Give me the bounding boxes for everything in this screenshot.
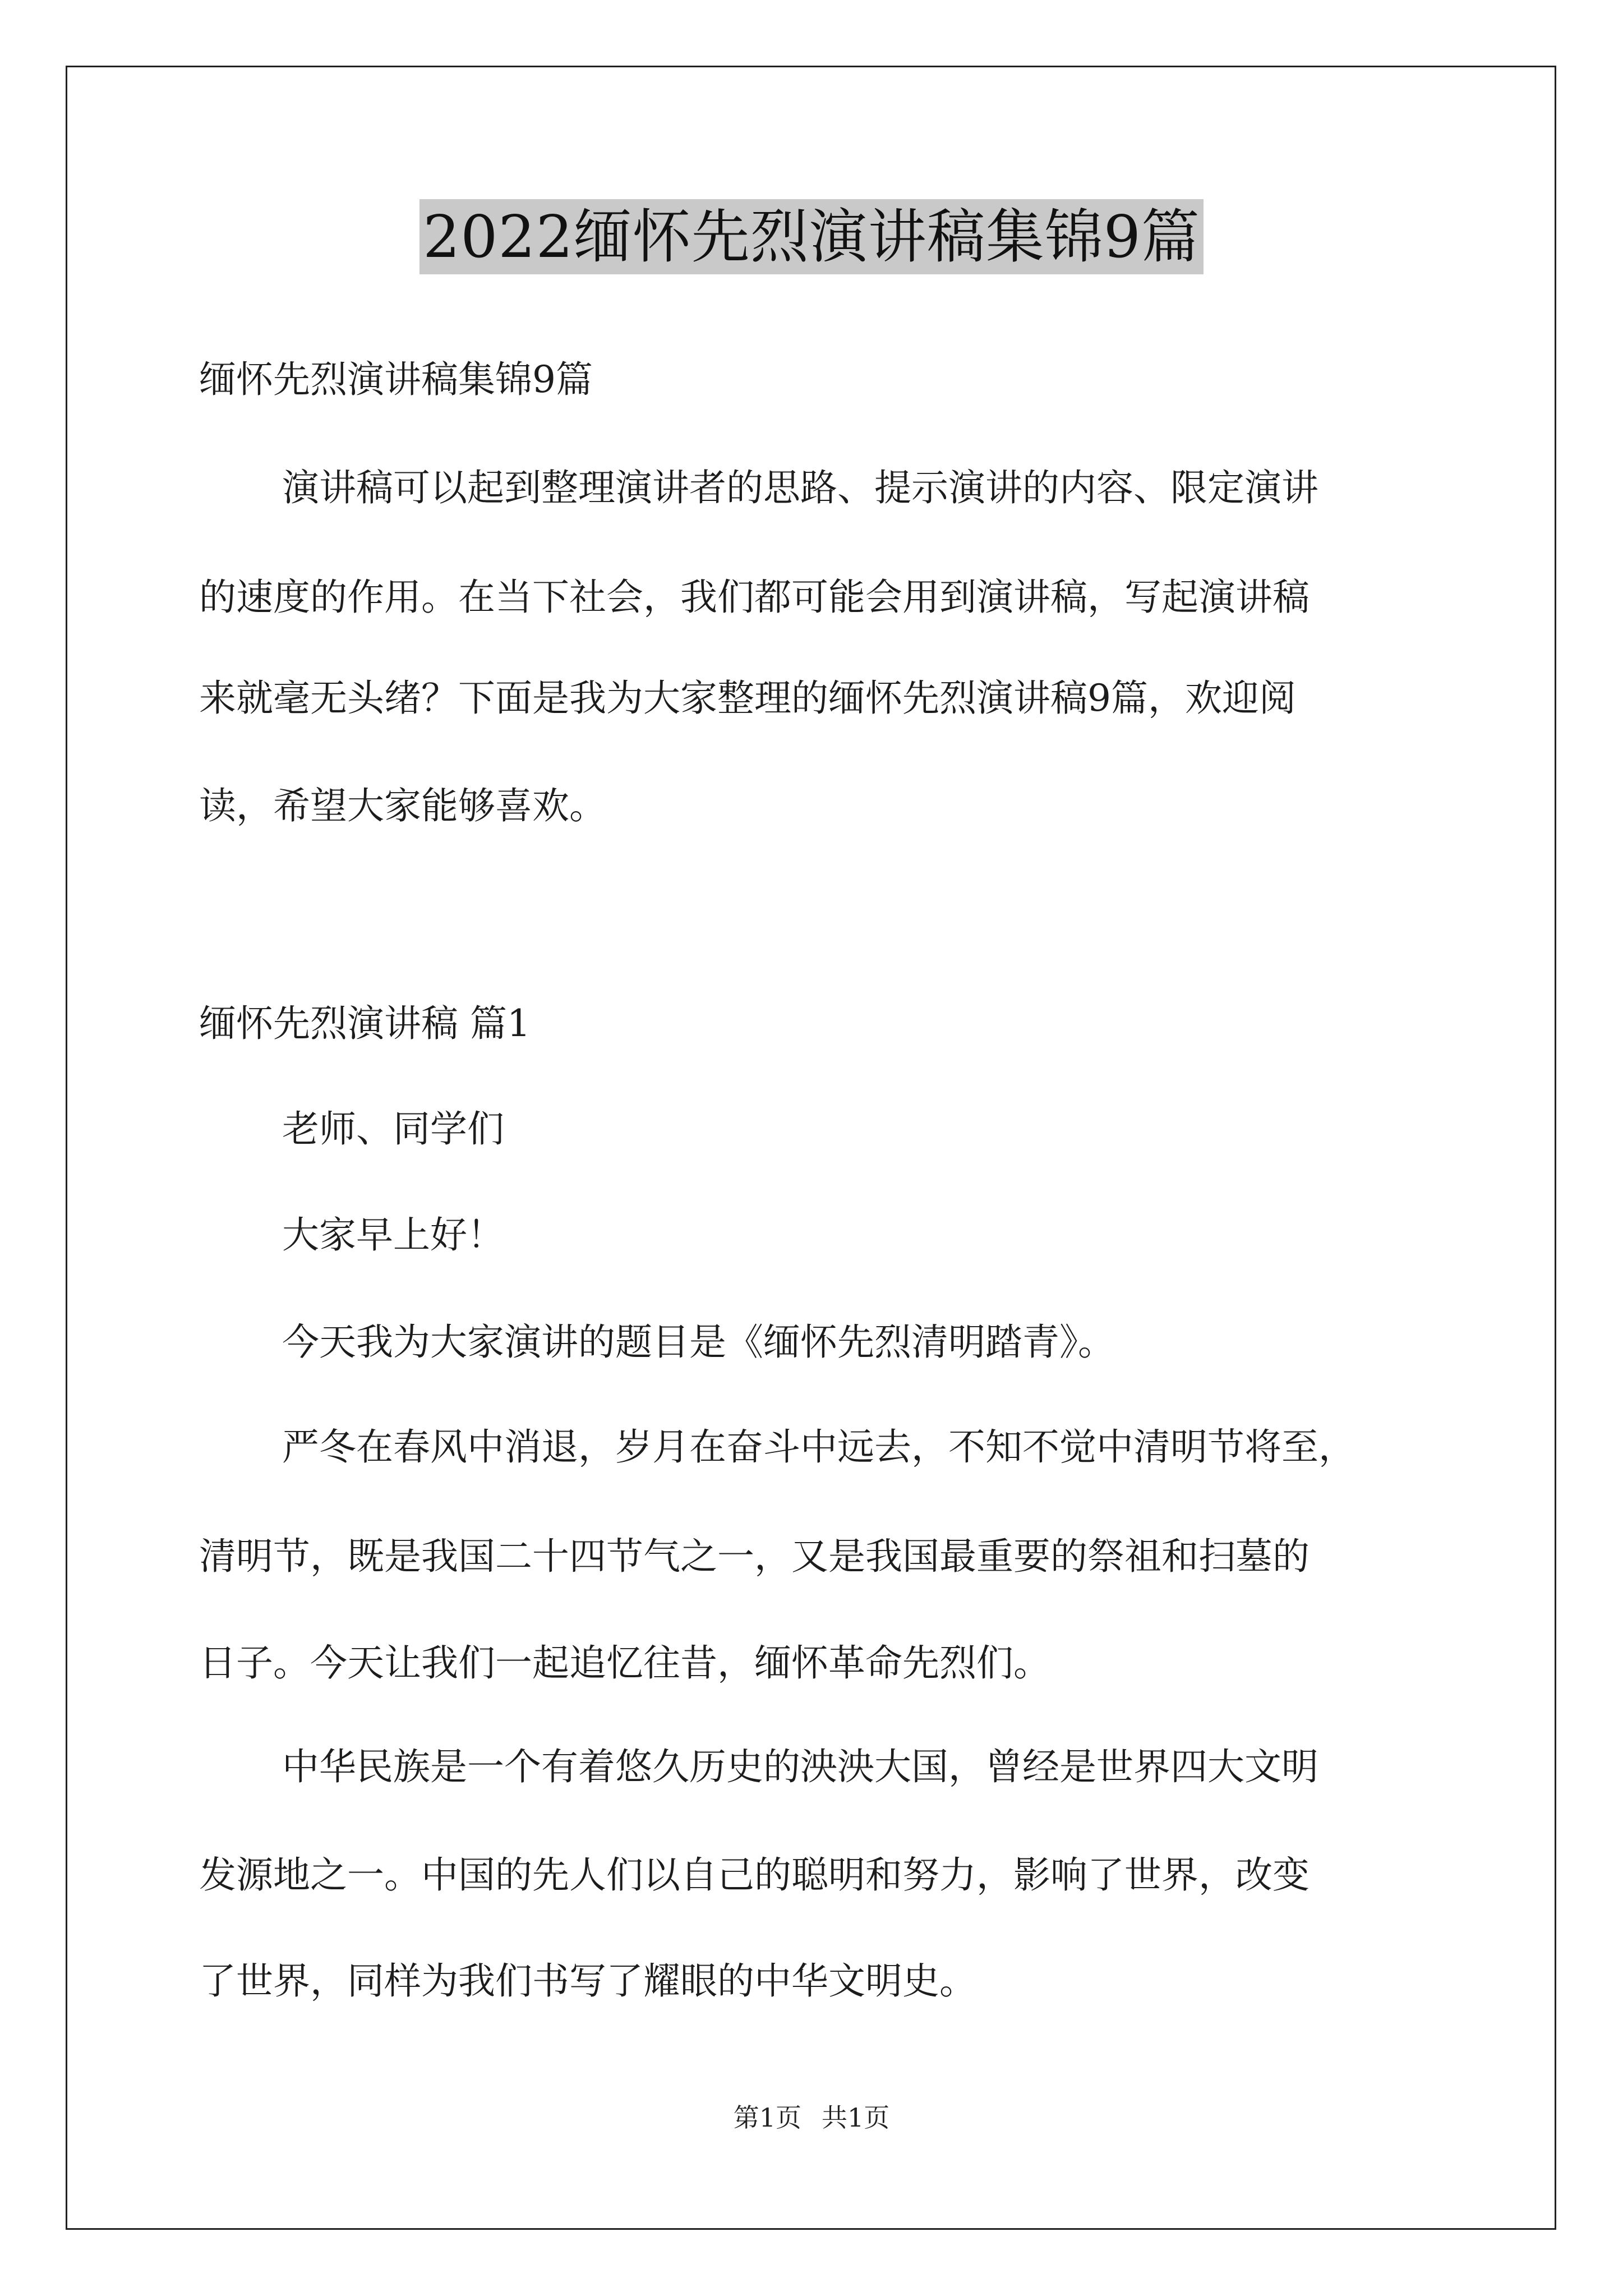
page-total: 共1页 <box>822 2102 890 2133</box>
intro-line: 读，希望大家能够喜欢。 <box>199 784 606 827</box>
body-line: 大家早上好！ <box>282 1213 504 1257</box>
page-footer <box>0 2101 1623 2134</box>
section-heading: 缅怀先烈演讲稿 篇1 <box>199 1002 531 1045</box>
body-line: 发源地之一。中国的先人们以自己的聪明和努力，影响了世界，改变 <box>199 1853 1310 1897</box>
body-line: 日子。今天让我们一起追忆往昔，缅怀革命先烈们。 <box>199 1641 1050 1685</box>
intro-line: 的速度的作用。在当下社会，我们都可能会用到演讲稿，写起演讲稿 <box>199 576 1310 619</box>
document-subtitle: 缅怀先烈演讲稿集锦9篇 <box>199 358 593 401</box>
intro-line: 来就毫无头绪？下面是我为大家整理的缅怀先烈演讲稿9篇，欢迎阅 <box>199 677 1296 720</box>
title-container <box>0 199 1623 274</box>
document-title: 2022缅怀先烈演讲稿集锦9篇 <box>419 199 1204 274</box>
body-line: 中华民族是一个有着悠久历史的泱泱大国，曾经是世界四大文明 <box>282 1745 1318 1788</box>
body-line: 今天我为大家演讲的题目是《缅怀先烈清明踏青》。 <box>282 1320 1115 1364</box>
page-number: 第1页 <box>733 2102 801 2133</box>
body-line: 清明节，既是我国二十四节气之一，又是我国最重要的祭祖和扫墓的 <box>199 1535 1310 1578</box>
intro-line: 演讲稿可以起到整理演讲者的思路、提示演讲的内容、限定演讲 <box>282 466 1318 509</box>
body-line: 老师、同学们 <box>282 1107 504 1151</box>
body-line: 了世界，同样为我们书写了耀眼的中华文明史。 <box>199 1959 976 2003</box>
body-line: 严冬在春风中消退，岁月在奋斗中远去，不知不觉中清明节将至， <box>282 1425 1355 1469</box>
